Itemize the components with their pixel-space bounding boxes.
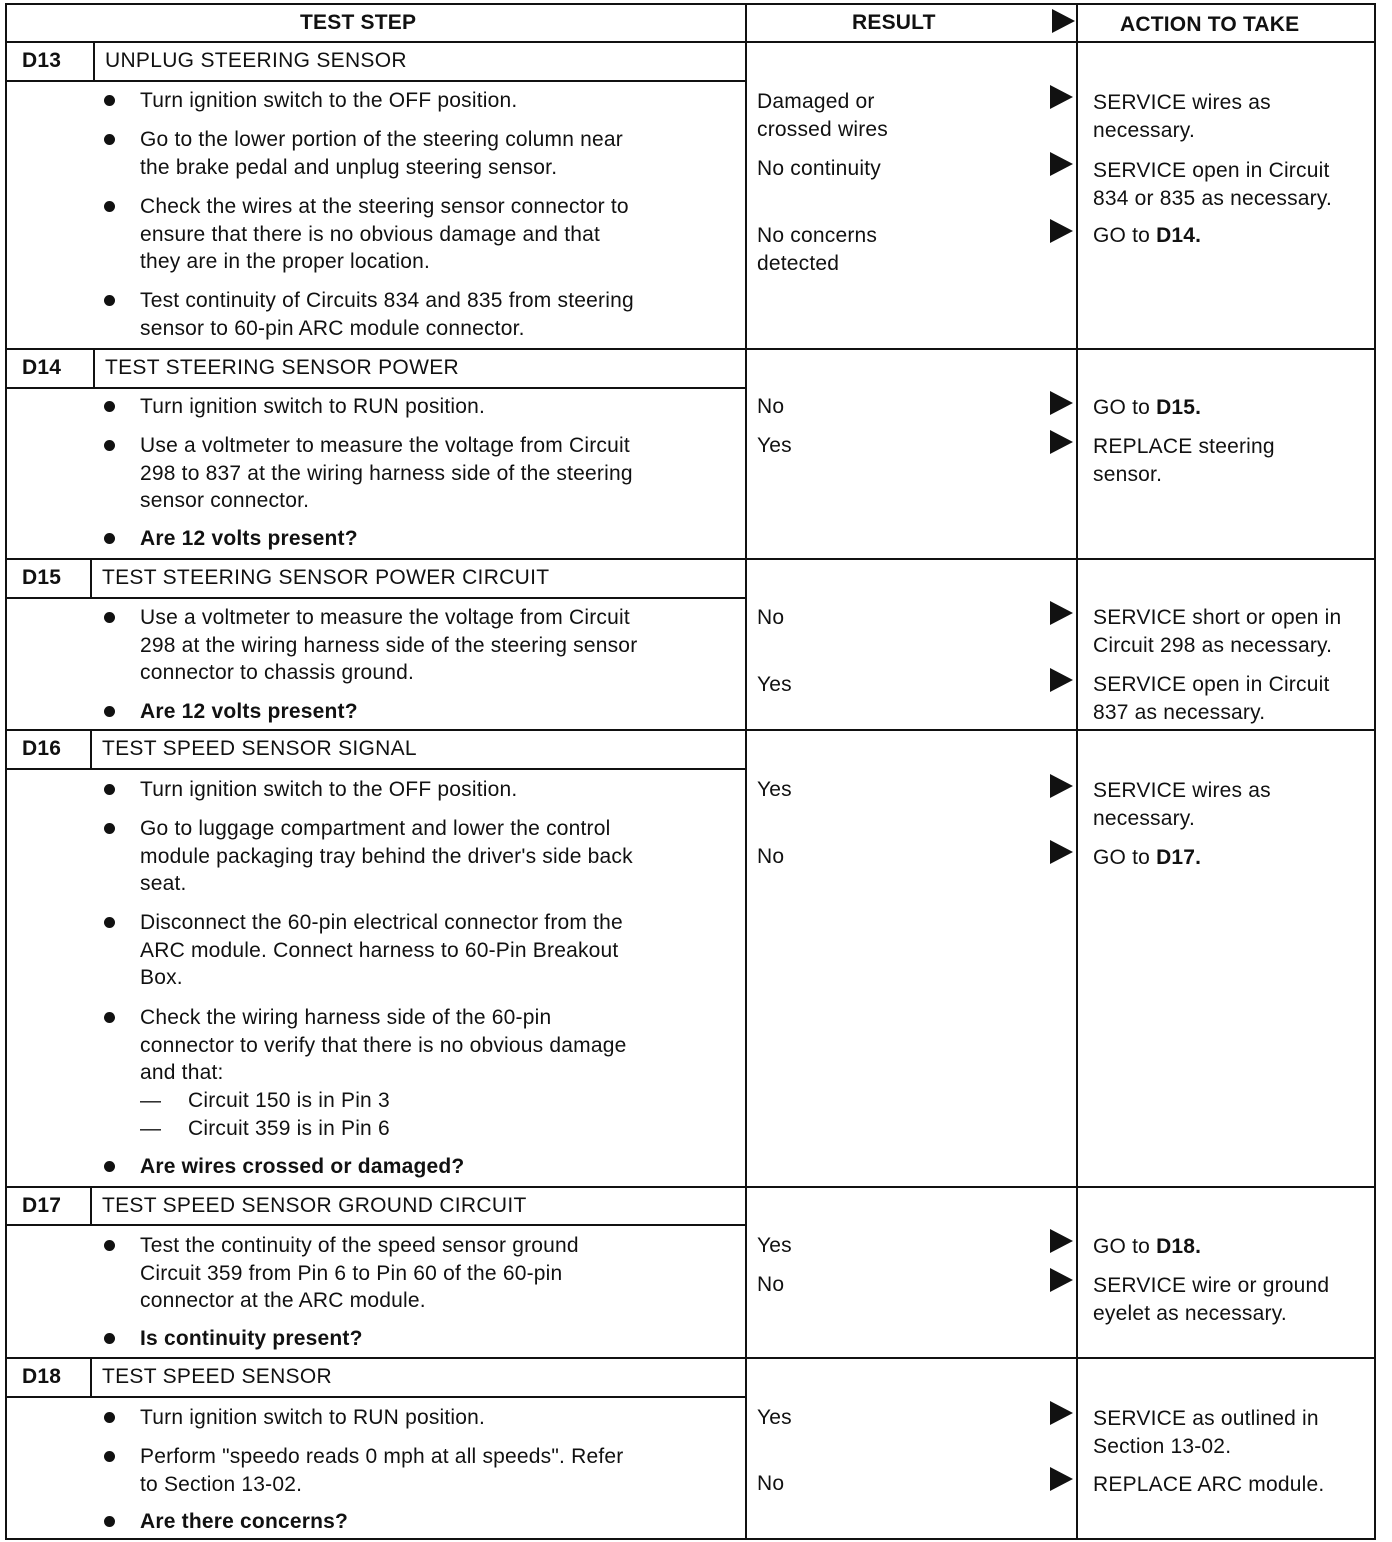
column-divider-action (1076, 3, 1078, 1538)
step-d17-instruction-line: Is continuity present? (140, 1327, 363, 1350)
bullet-dot (104, 706, 115, 717)
step-d13-instruction-line: they are in the proper location. (140, 250, 431, 273)
step-title-d18: TEST SPEED SENSOR (102, 1365, 332, 1388)
step-d16-instruction-line: Go to luggage compartment and lower the control (140, 817, 611, 840)
result-arrow (1050, 1467, 1073, 1491)
step-d16-instruction-line: and that: (140, 1061, 224, 1084)
section-d14-id-divider (93, 348, 95, 387)
section-d15-title-border (5, 597, 745, 599)
step-d16-sub-item: Circuit 150 is in Pin 3 (188, 1089, 390, 1112)
goto-step-link: D15. (1156, 396, 1202, 419)
action-d15-line: SERVICE open in Circuit (1093, 673, 1330, 696)
step-title-d17: TEST SPEED SENSOR GROUND CIRCUIT (102, 1194, 527, 1217)
step-id-d18: D18 (22, 1365, 62, 1388)
action-d18-line: Section 13-02. (1093, 1435, 1232, 1458)
step-d16-sub-item: Circuit 359 is in Pin 6 (188, 1117, 390, 1140)
bullet-dot (104, 401, 115, 412)
step-d15-instruction-line: Use a voltmeter to measure the voltage from Circuit (140, 606, 630, 629)
action-d15-line: 837 as necessary. (1093, 701, 1266, 724)
step-title-d15: TEST STEERING SENSOR POWER CIRCUIT (102, 566, 550, 589)
result-d17-line: No (757, 1273, 785, 1296)
step-d18-instruction-line: to Section 13-02. (140, 1472, 303, 1496)
result-d13-line: No continuity (757, 157, 881, 180)
bullet-dot (104, 1412, 115, 1423)
step-d16-instruction-line: Disconnect the 60-pin electrical connector from the (140, 911, 623, 934)
action-d15-line: SERVICE short or open in (1093, 606, 1342, 629)
goto-step-link: D18. (1156, 1235, 1202, 1258)
bullet-dot (104, 917, 115, 928)
step-d16-instruction-line: ARC module. Connect harness to 60-Pin Breakout (140, 938, 619, 962)
step-id-d15: D15 (22, 566, 62, 589)
step-d17-instruction-line: connector at the ARC module. (140, 1289, 426, 1312)
action-d13-line: SERVICE wires as (1093, 91, 1271, 114)
action-d16: GO to D17. (1093, 846, 1202, 869)
header-arrow (1052, 9, 1075, 33)
result-arrow (1050, 774, 1073, 798)
action-d17-line: SERVICE wire or ground (1093, 1274, 1330, 1297)
bullet-dot (104, 440, 115, 451)
result-arrow (1050, 668, 1073, 692)
table-left-border (5, 3, 7, 1538)
step-d14-instruction-line: 298 to 837 at the wiring harness side of the steering (140, 461, 633, 485)
step-d16-instruction-line: module packaging tray behind the driver's side back (140, 844, 633, 868)
action-d16-line: necessary. (1093, 807, 1195, 830)
goto-step-link: D17. (1156, 846, 1202, 869)
result-d13-line: No concerns (757, 224, 878, 247)
step-title-d13: UNPLUG STEERING SENSOR (105, 49, 407, 72)
step-title-d16: TEST SPEED SENSOR SIGNAL (102, 737, 417, 760)
section-d18-bottom-border (5, 1538, 1376, 1540)
step-d13-instruction-line: Test continuity of Circuits 834 and 835 from steering (140, 289, 634, 312)
step-d13-instruction-line: Turn ignition switch to the OFF position. (140, 89, 518, 112)
step-d16-instruction-line: connector to verify that there is no obvious damage (140, 1033, 627, 1057)
step-d16-instruction-line: Are wires crossed or damaged? (140, 1155, 465, 1178)
bullet-dot (104, 1333, 115, 1344)
action-d13-line: SERVICE open in Circuit (1093, 159, 1330, 182)
result-arrow (1050, 152, 1073, 176)
step-d15-instruction-line: Are 12 volts present? (140, 700, 358, 723)
step-d14-instruction-line: Use a voltmeter to measure the voltage from Circuit (140, 434, 630, 457)
column-divider-result (745, 3, 747, 1538)
dash-marker: — (140, 1089, 162, 1112)
result-d18-line: No (757, 1472, 785, 1495)
step-id-d13: D13 (22, 49, 62, 72)
section-d13-bottom-border (5, 348, 1376, 350)
step-d13-instruction-line: the brake pedal and unplug steering sensor. (140, 155, 558, 179)
action-d14: GO to D15. (1093, 396, 1202, 419)
section-d18-id-divider (90, 1357, 92, 1396)
result-arrow (1050, 840, 1073, 864)
bullet-dot (104, 1161, 115, 1172)
header-action: ACTION TO TAKE (1120, 13, 1300, 36)
bullet-dot (104, 1240, 115, 1251)
result-d17-line: Yes (757, 1234, 792, 1257)
step-d14-instruction-line: Turn ignition switch to RUN position. (140, 395, 486, 418)
result-d13-line: Damaged or (757, 90, 875, 113)
result-arrow (1050, 391, 1073, 415)
bullet-dot (104, 533, 115, 544)
result-arrow (1050, 219, 1073, 243)
result-d16-line: No (757, 845, 785, 868)
step-d16-instruction-line: Box. (140, 966, 183, 989)
section-d14-title-border (5, 387, 745, 389)
step-d18-instruction-line: Are there concerns? (140, 1510, 349, 1533)
section-d15-bottom-border (5, 729, 1376, 731)
bullet-dot (104, 784, 115, 795)
bullet-dot (104, 612, 115, 623)
action-d13-line: 834 or 835 as necessary. (1093, 187, 1333, 210)
bullet-dot (104, 95, 115, 106)
action-d15-line: Circuit 298 as necessary. (1093, 634, 1333, 657)
result-arrow (1050, 1268, 1073, 1292)
section-d18-title-border (5, 1396, 745, 1398)
action-d16-line: SERVICE wires as (1093, 779, 1271, 802)
section-d14-bottom-border (5, 558, 1376, 560)
bullet-dot (104, 295, 115, 306)
result-d13-line: detected (757, 252, 840, 275)
result-d18-line: Yes (757, 1406, 792, 1429)
bullet-dot (104, 201, 115, 212)
bullet-dot (104, 1516, 115, 1527)
bullet-dot (104, 134, 115, 145)
step-d16-instruction-line: Check the wiring harness side of the 60-pin (140, 1006, 552, 1029)
step-d13-instruction-line: Check the wires at the steering sensor connector to (140, 195, 629, 218)
action-d13-line: necessary. (1093, 119, 1195, 142)
result-arrow (1050, 1229, 1073, 1253)
step-d13-instruction-line: sensor to 60-pin ARC module connector. (140, 316, 525, 340)
bullet-dot (104, 1451, 115, 1462)
action-d18-line: REPLACE ARC module. (1093, 1473, 1325, 1496)
result-d13-line: crossed wires (757, 118, 888, 141)
result-d16-line: Yes (757, 778, 792, 801)
step-title-d14: TEST STEERING SENSOR POWER (105, 356, 459, 379)
bullet-dot (104, 1012, 115, 1023)
step-d16-instruction-line: Turn ignition switch to the OFF position. (140, 778, 518, 801)
step-id-d16: D16 (22, 737, 62, 760)
header-bottom-border (5, 41, 1376, 43)
step-d17-instruction-line: Test the continuity of the speed sensor ground (140, 1234, 579, 1257)
result-arrow (1050, 601, 1073, 625)
step-d13-instruction-line: Go to the lower portion of the steering column near (140, 128, 623, 151)
section-d16-title-border (5, 768, 745, 770)
result-d15-line: Yes (757, 673, 792, 696)
section-d13-id-divider (93, 41, 95, 80)
step-id-d17: D17 (22, 1194, 62, 1217)
action-d17: GO to D18. (1093, 1235, 1202, 1258)
step-d14-instruction-line: sensor connector. (140, 489, 310, 512)
step-d15-instruction-line: connector to chassis ground. (140, 661, 415, 684)
bullet-dot (104, 823, 115, 834)
action-d14-line: sensor. (1093, 463, 1163, 486)
result-arrow (1050, 85, 1073, 109)
goto-step-link: D14. (1156, 224, 1202, 247)
step-d18-instruction-line: Perform "speedo reads 0 mph at all speeds". Refer (140, 1445, 624, 1468)
step-d18-instruction-line: Turn ignition switch to RUN position. (140, 1406, 486, 1429)
step-d14-instruction-line: Are 12 volts present? (140, 527, 358, 550)
table-top-border (5, 3, 1376, 5)
table-right-border (1374, 3, 1376, 1538)
result-arrow (1050, 1401, 1073, 1425)
section-d17-bottom-border (5, 1357, 1376, 1359)
section-d17-title-border (5, 1224, 745, 1226)
result-arrow (1050, 430, 1073, 454)
step-d13-instruction-line: ensure that there is no obvious damage and that (140, 222, 601, 246)
section-d16-id-divider (90, 729, 92, 768)
step-d15-instruction-line: 298 at the wiring harness side of the steering sensor (140, 633, 638, 657)
result-d14-line: Yes (757, 434, 792, 457)
step-id-d14: D14 (22, 356, 62, 379)
header-test-step: TEST STEP (300, 11, 417, 34)
section-d13-title-border (5, 80, 745, 82)
dash-marker: — (140, 1117, 162, 1140)
action-d18-line: SERVICE as outlined in (1093, 1407, 1319, 1430)
result-d14-line: No (757, 395, 785, 418)
action-d14-line: REPLACE steering (1093, 435, 1275, 458)
header-result: RESULT (852, 11, 936, 34)
section-d17-id-divider (90, 1186, 92, 1224)
section-d16-bottom-border (5, 1186, 1376, 1188)
step-d17-instruction-line: Circuit 359 from Pin 6 to Pin 60 of the 60-pin (140, 1261, 563, 1285)
action-d17-line: eyelet as necessary. (1093, 1302, 1287, 1325)
action-d13: GO to D14. (1093, 224, 1202, 247)
result-d15-line: No (757, 606, 785, 629)
section-d15-id-divider (90, 558, 92, 597)
step-d16-instruction-line: seat. (140, 872, 187, 895)
